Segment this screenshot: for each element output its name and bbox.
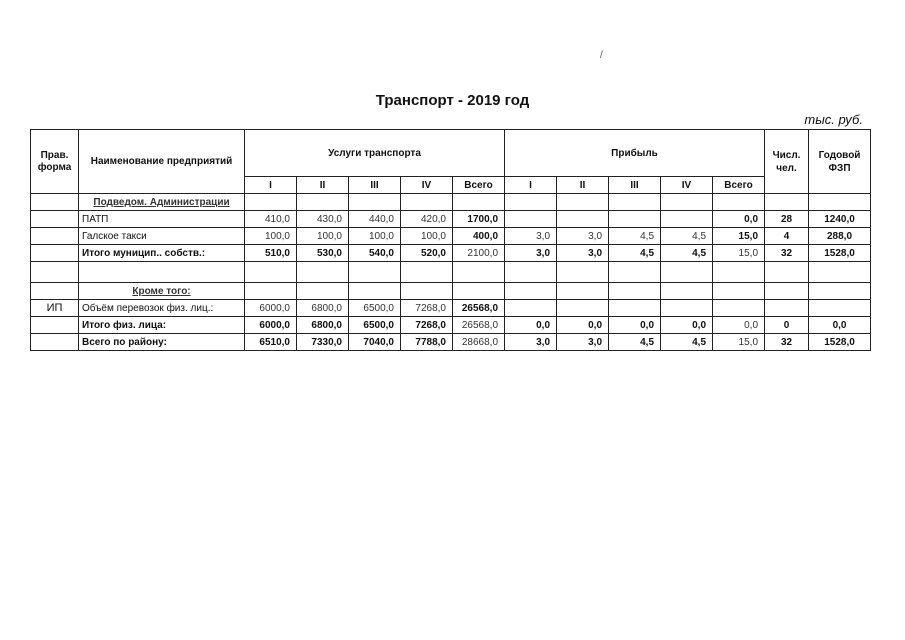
table-row [31,194,871,211]
header-name: Наименование предприятий [79,130,245,194]
cell: 4,5 [609,228,661,245]
cell: 420,0 [401,211,453,228]
cell: 510,0 [245,245,297,262]
pen-mark: / [600,50,603,61]
header-services: Услуги транспорта [245,130,505,177]
services-q2-header: II [297,177,349,194]
cell: 1528,0 [809,245,871,262]
cell: 4,5 [661,245,713,262]
profit-q4-header: IV [661,177,713,194]
unit-label: тыс. руб. [804,112,863,127]
cell: 6800,0 [297,300,349,317]
cell: 1240,0 [809,211,871,228]
cell [809,300,871,317]
row-form [31,228,79,245]
cell: 7268,0 [401,300,453,317]
cell [713,300,765,317]
services-q3-header: III [349,177,401,194]
table-row [31,283,871,300]
row-name: Итого муницип.. собств.: [79,245,245,262]
cell: 28668,0 [453,334,505,351]
cell: 540,0 [349,245,401,262]
table-row [31,245,871,262]
profit-q2-header: II [557,177,609,194]
cell: 3,0 [505,228,557,245]
cell: 26568,0 [453,300,505,317]
profit-q3-header: III [609,177,661,194]
cell: 26568,0 [453,317,505,334]
section-heading: Кроме того: [79,283,245,300]
section-heading: Подведом. Администрации [79,194,245,211]
row-name: ПАТП [79,211,245,228]
header-payroll: Годовой ФЗП [809,130,871,194]
cell: 4 [765,228,809,245]
header-profit: Прибыль [505,130,765,177]
cell: 15,0 [713,228,765,245]
row-name: Всего по району: [79,334,245,351]
row-form [31,245,79,262]
table-row [31,262,871,283]
row-name: Итого физ. лица: [79,317,245,334]
cell [557,300,609,317]
cell: 0,0 [661,317,713,334]
cell: 100,0 [401,228,453,245]
cell: 6000,0 [245,317,297,334]
page-title: Транспорт - 2019 год [375,92,530,109]
cell [505,211,557,228]
cell: 7268,0 [401,317,453,334]
cell: 530,0 [297,245,349,262]
header-form: Прав. форма [31,130,79,194]
cell: 28 [765,211,809,228]
cell: 32 [765,334,809,351]
table-row [31,228,871,245]
cell: 7788,0 [401,334,453,351]
profit-q1-header: I [505,177,557,194]
cell: 3,0 [505,334,557,351]
cell: 15,0 [713,245,765,262]
cell: 0,0 [557,317,609,334]
cell: 6500,0 [349,317,401,334]
cell: 288,0 [809,228,871,245]
table-row [31,300,871,317]
row-form [31,334,79,351]
cell: 3,0 [557,228,609,245]
cell: 4,5 [609,334,661,351]
cell: 3,0 [505,245,557,262]
cell: 6500,0 [349,300,401,317]
cell: 1700,0 [453,211,505,228]
cell: 4,5 [661,334,713,351]
cell: 3,0 [557,334,609,351]
cell: 7330,0 [297,334,349,351]
services-q1-header: I [245,177,297,194]
cell: 400,0 [453,228,505,245]
cell [609,300,661,317]
cell [765,300,809,317]
services-total-header: Всего [453,177,505,194]
profit-total-header: Всего [713,177,765,194]
cell: 430,0 [297,211,349,228]
cell: 0 [765,317,809,334]
transport-table [30,129,871,351]
cell: 100,0 [245,228,297,245]
cell [661,300,713,317]
cell: 1528,0 [809,334,871,351]
row-form [31,211,79,228]
row-form [31,317,79,334]
services-q4-header: IV [401,177,453,194]
cell: 100,0 [297,228,349,245]
cell: 3,0 [557,245,609,262]
cell: 6510,0 [245,334,297,351]
cell: 32 [765,245,809,262]
cell: 4,5 [609,245,661,262]
cell: 0,0 [809,317,871,334]
table-row [31,211,871,228]
cell [505,300,557,317]
table-row [31,334,871,351]
cell: 7040,0 [349,334,401,351]
cell: 520,0 [401,245,453,262]
row-name: Галское такси [79,228,245,245]
cell: 0,0 [713,317,765,334]
row-name: Объём перевозок физ. лиц.: [79,300,245,317]
cell: 15,0 [713,334,765,351]
cell: 440,0 [349,211,401,228]
cell: 6000,0 [245,300,297,317]
cell: 0,0 [609,317,661,334]
cell [661,211,713,228]
cell [609,211,661,228]
cell: 100,0 [349,228,401,245]
cell: 4,5 [661,228,713,245]
cell: 0,0 [505,317,557,334]
cell: 0,0 [713,211,765,228]
header-staff: Числ. чел. [765,130,809,194]
table-row [31,317,871,334]
cell: 410,0 [245,211,297,228]
cell: 6800,0 [297,317,349,334]
cell [557,211,609,228]
row-form: ИП [31,300,79,317]
header-row-top [31,130,871,177]
cell: 2100,0 [453,245,505,262]
